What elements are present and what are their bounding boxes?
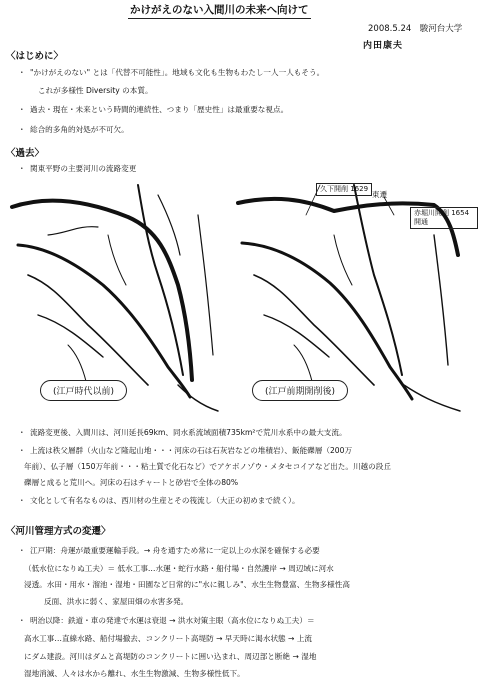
intro-line: ・ 総合的多角的対処が不可欠。	[30, 125, 129, 135]
edo-line: 反面、洪水に弱く、家屋田畑の水害多発。	[44, 597, 189, 606]
map-note-akahori: 赤堀川開削 1654 開通	[410, 207, 478, 229]
management-heading: 〈河川管理方式の変遷〉	[6, 526, 111, 537]
edo-line: （低水位になりぬ工夫）＝ 低水工事…水運・蛇行水路・船付場・自然護岸 → 周辺域に河水	[24, 564, 334, 573]
author-name: 内田康夫	[363, 41, 404, 51]
past-heading: 〈過去〉	[6, 148, 45, 159]
past-line: ・ 流路変更後、入間川は、河川延長69km、同水系流域面積735km²で荒川水系中の最大支流。	[30, 428, 347, 438]
intro-line: ・ 過去・現在・未来という時間的連続性、つまり「歴史性」は最重要な視点。	[30, 105, 288, 115]
meiji-line: にダム建設。河川はダムと高堤防のコンクリートに囲い込まれ、周辺部と断絶 → 湿地	[24, 652, 317, 661]
date-affiliation: 2008.5.24 駿河台大学	[368, 24, 463, 34]
map-before-caption: (江戸時代以前)	[40, 380, 127, 401]
intro-line: ・ "かけがえのない" とは「代替不可能性」。地域も文化も生物もわたし一人一人もそう。	[30, 68, 324, 78]
past-line: ・ 上流は秩父層群（火山など隆起山地・・・河床の石は石灰岩などの堆積岩）、飯能礫層（200万	[30, 446, 352, 456]
map-note-tosen: 東遷	[372, 190, 388, 199]
meiji-line: ・ 明治以降：鉄道・車の発達で水運は衰退 → 洪水対策主眼（高水位になりぬ工夫）＝	[30, 616, 315, 626]
map-note-kuge: 久下開削 1629	[316, 183, 372, 196]
meiji-line: 高水工事…直線水路、船付場撤去、コンクリート高堤防 → 早天時に渇水状態 → 上流	[24, 634, 313, 643]
past-line: 礫層と成ると荒川へ。河床の石はチャートと砂岩で全体の80%	[24, 478, 239, 487]
intro-heading: 〈はじめに〉	[6, 51, 64, 62]
edo-line: 浸透。水田・用水・溜池・湿地・田園など日常的に"水に親しみ"、水生生物豊富、生物多様性高	[24, 580, 350, 589]
page-title: かけがえのない入間川の未来へ向けて	[128, 2, 311, 19]
intro-line: これが多様性 Diversity の本質。	[38, 86, 153, 95]
past-subtitle: ・ 関東平野の主要河川の流路変更	[30, 164, 136, 174]
past-line: ・ 文化として有名なものは、西川材の生産とその筏流し（大正の初めまで続く）。	[30, 496, 300, 506]
edo-line: ・ 江戸期：舟運が最重要運輸手段。→ 舟を通すため常に一定以上の水深を確保する必要	[30, 546, 320, 556]
past-line: 年前）、仏子層（150万年前・・・粘土質で化石など）でアケボノゾウ・メタセコイアなど出た。川越の段丘	[24, 462, 391, 471]
meiji-line: 湿地消滅、人々は水から離れ、水生生物激減、生物多様性低下。	[24, 669, 245, 678]
river-map-before	[8, 175, 230, 415]
map-after-caption: (江戸前期開削後)	[252, 380, 348, 401]
